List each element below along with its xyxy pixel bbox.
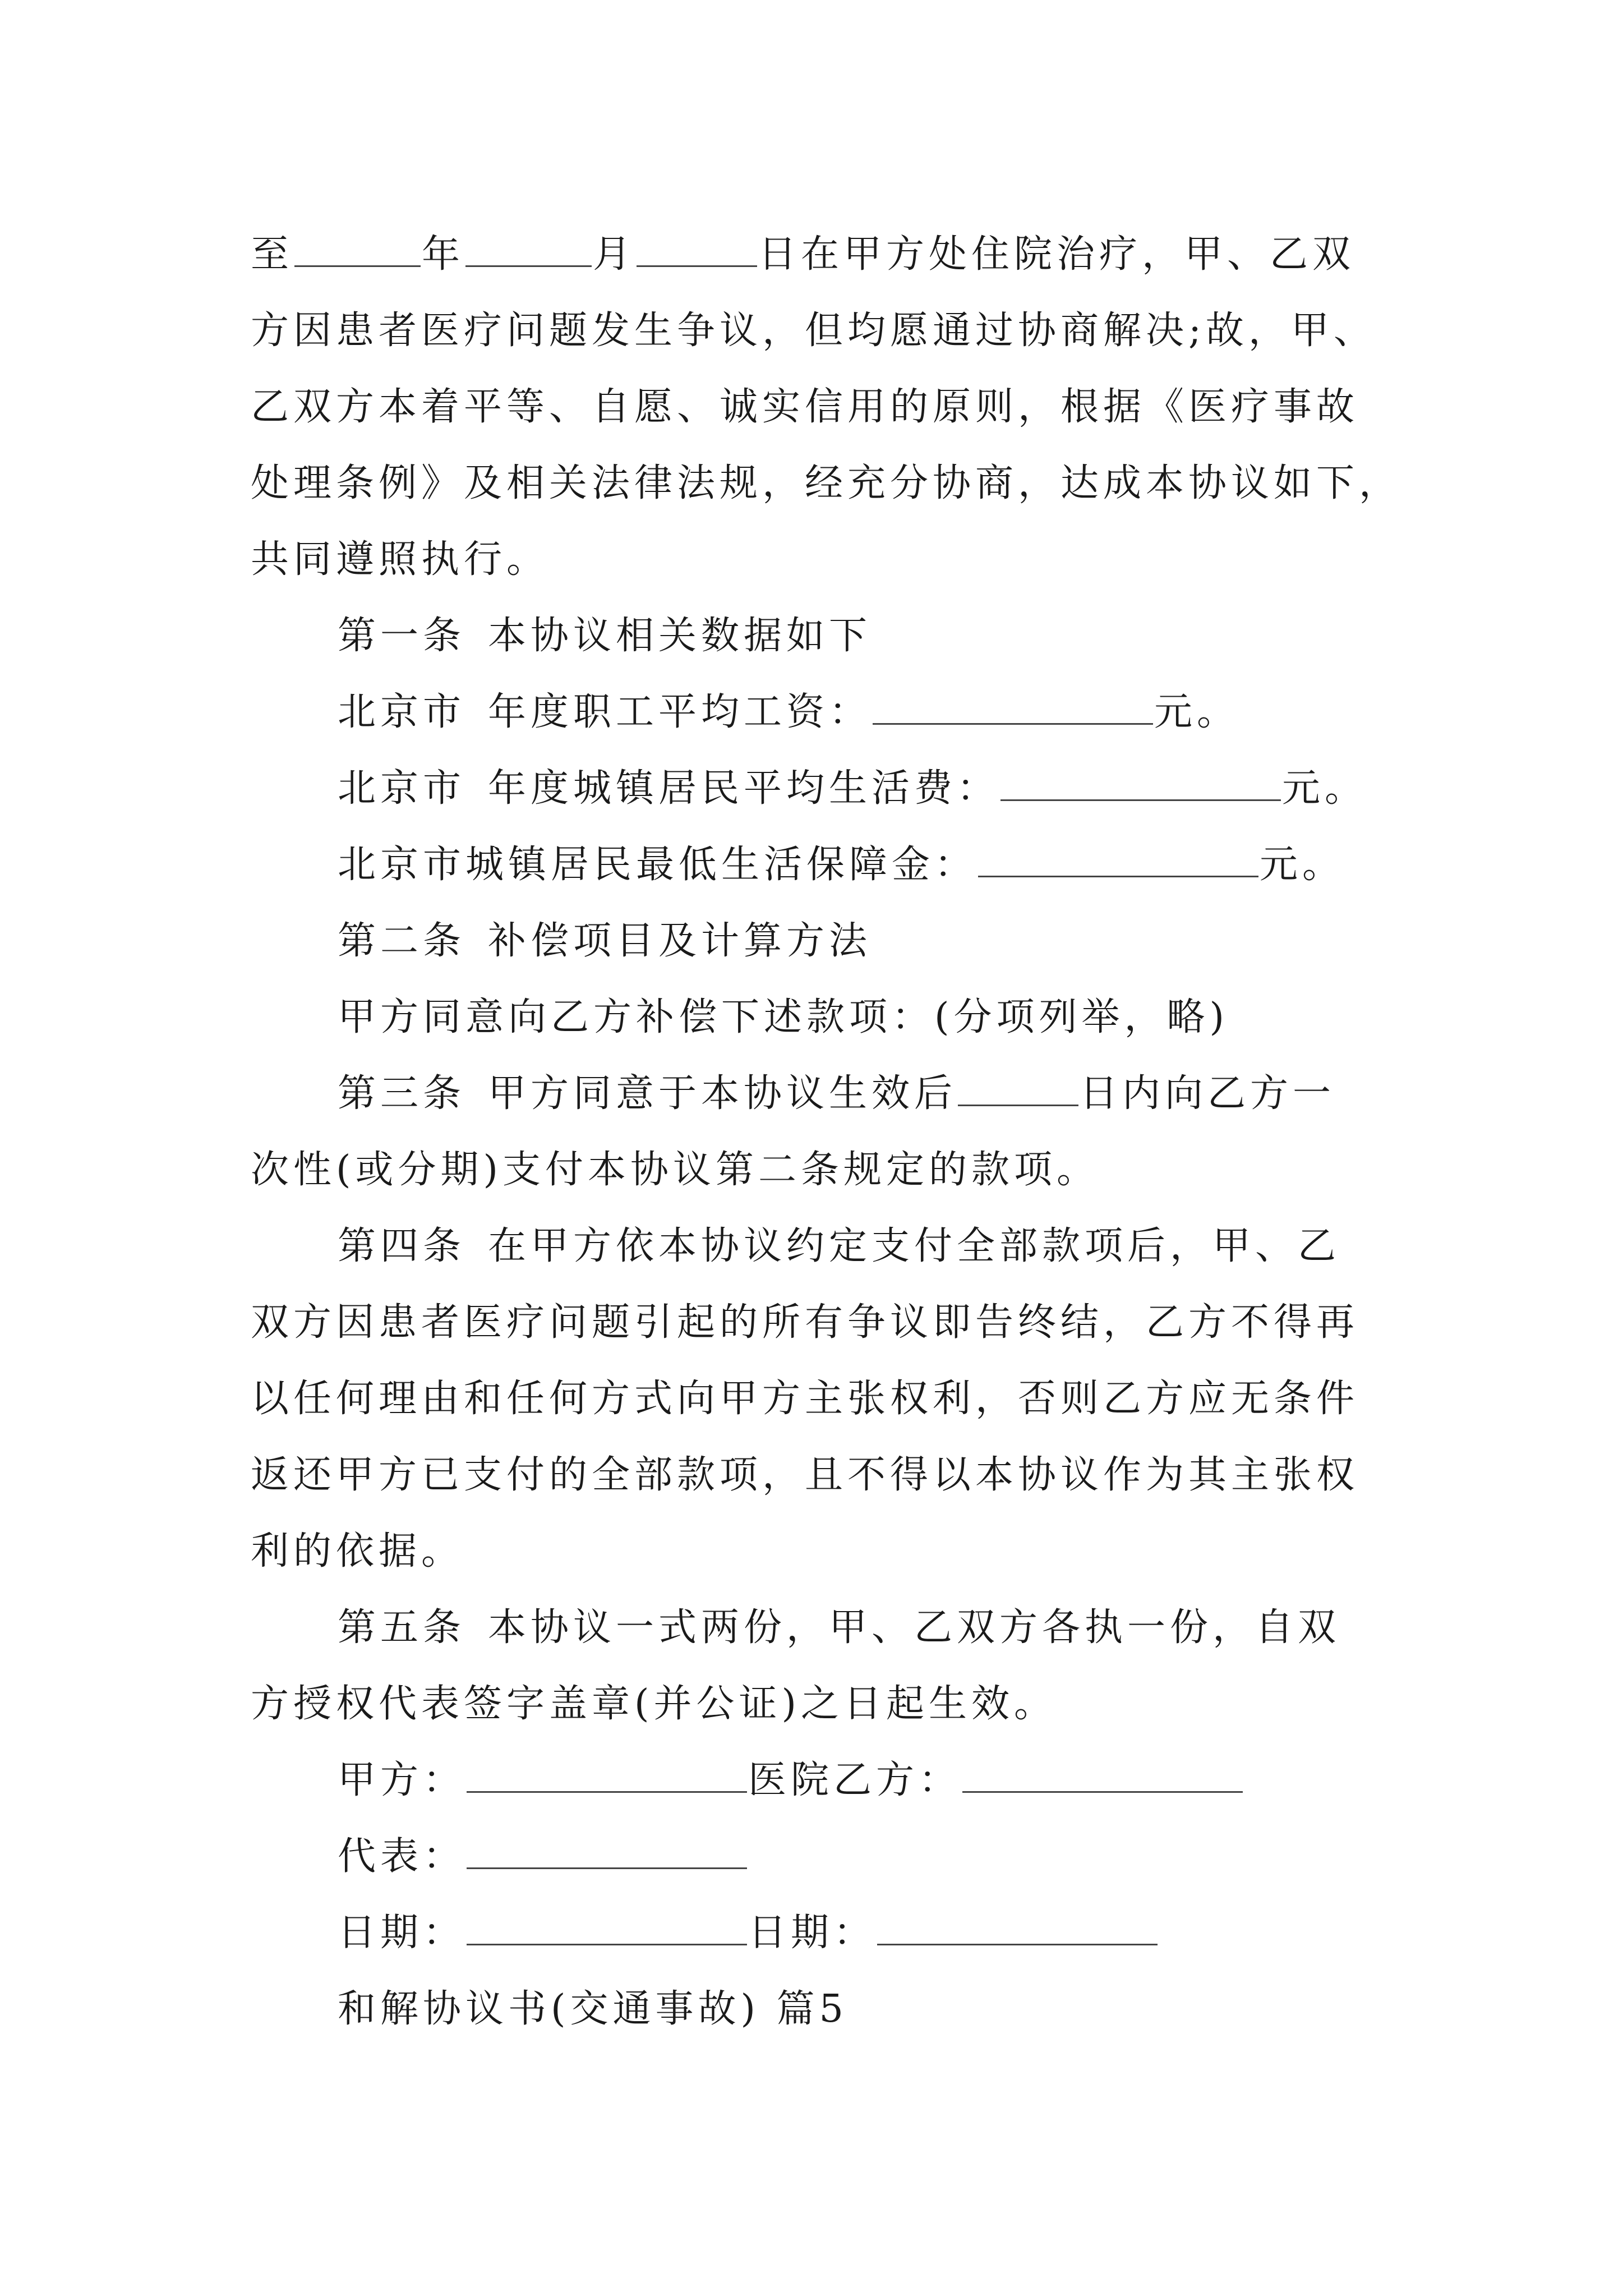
article4-line-3: 以任何理由和任何方式向甲方主张权利，否则乙方应无条件 bbox=[251, 1377, 1359, 1421]
article1-wage-line bbox=[251, 674, 1428, 751]
article4-line-4: 返还甲方已支付的全部款项，且不得以本协议作为其主张权 bbox=[251, 1453, 1359, 1497]
article4-line-2: 双方因患者医疗问题引起的所有争议即告终结，乙方不得再 bbox=[251, 1300, 1359, 1345]
living-unit: 元。 bbox=[1282, 766, 1368, 811]
living-blank bbox=[1000, 767, 1281, 801]
intro-line-5: 共同遵照执行。 bbox=[251, 537, 550, 582]
article1-living-line bbox=[251, 751, 1428, 827]
wage-city: 北京市 bbox=[338, 690, 466, 734]
article3-heading: 第三条 bbox=[338, 1071, 466, 1116]
blank-month bbox=[465, 233, 592, 267]
minimum-blank bbox=[978, 843, 1258, 877]
representative-blank bbox=[467, 1835, 747, 1869]
date-b-blank bbox=[877, 1911, 1158, 1945]
article3-line-2: 次性(或分期)支付本协议第二条规定的款项。 bbox=[251, 1148, 1100, 1192]
party-b-label: 医院乙方： bbox=[748, 1758, 962, 1802]
article4-heading: 第四条 bbox=[338, 1224, 466, 1268]
article1-title: 本协议相关数据如下 bbox=[488, 614, 872, 658]
wage-blank bbox=[873, 691, 1153, 725]
text-zhi: 至 bbox=[251, 232, 294, 277]
document-body bbox=[251, 217, 1428, 2047]
living-label: 年度城镇居民平均生活费： bbox=[488, 766, 1000, 811]
article5-text: 本协议一式两份，甲、乙双方各执一份，自双 bbox=[488, 1605, 1341, 1650]
article4-line-5: 利的依据。 bbox=[251, 1529, 464, 1573]
article1-minimum-line bbox=[251, 827, 1428, 903]
article4-line-1 bbox=[251, 1208, 1428, 1285]
article3-line-1 bbox=[251, 1056, 1428, 1132]
date-a-label: 日期： bbox=[338, 1911, 466, 1955]
intro-line-4: 处理条例》及相关法律法规，经充分协商，达成本协议如下， bbox=[251, 461, 1402, 505]
article5-line-1 bbox=[251, 1590, 1428, 1666]
intro-line-1 bbox=[251, 217, 1428, 293]
signature-representative-line bbox=[251, 1819, 1428, 1895]
article3-text-before: 甲方同意于本协议生效后 bbox=[488, 1071, 957, 1116]
article1-heading: 第一条 bbox=[338, 614, 466, 658]
party-b-blank bbox=[962, 1759, 1243, 1793]
minimum-unit: 元。 bbox=[1260, 843, 1345, 887]
date-b-label: 日期： bbox=[748, 1911, 877, 1955]
blank-day bbox=[637, 233, 757, 267]
article2-heading: 第二条 bbox=[338, 919, 466, 963]
blank-year bbox=[294, 233, 421, 267]
wage-label: 年度职工平均工资： bbox=[488, 690, 872, 734]
article5-heading: 第五条 bbox=[338, 1605, 466, 1650]
intro-line-2: 方因患者医疗问题发生争议，但均愿通过协商解决;故，甲、 bbox=[251, 309, 1376, 353]
intro-line-3: 乙双方本着平等、自愿、诚实信用的原则，根据《医疗事故 bbox=[251, 385, 1359, 429]
next-section-title: 和解协议书(交通事故) 篇5 bbox=[338, 1987, 848, 2031]
representative-label: 代表： bbox=[338, 1834, 466, 1879]
wage-unit: 元。 bbox=[1154, 690, 1240, 734]
date-a-blank bbox=[467, 1911, 747, 1945]
article3-days-blank bbox=[958, 1072, 1078, 1106]
party-a-label: 甲方： bbox=[338, 1758, 466, 1802]
minimum-label: 北京市城镇居民最低生活保障金： bbox=[338, 843, 978, 887]
text-intro-rest: 日在甲方处住院治疗，甲、乙双 bbox=[758, 232, 1355, 277]
text-year: 年 bbox=[422, 232, 465, 277]
article2-body: 甲方同意向乙方补偿下述款项：(分项列举，略) bbox=[338, 995, 1229, 1039]
article2-heading-line bbox=[251, 903, 1428, 979]
party-a-blank bbox=[467, 1759, 747, 1793]
article2-title: 补偿项目及计算方法 bbox=[488, 919, 872, 963]
signature-date-line bbox=[251, 1895, 1428, 1971]
article4-text: 在甲方依本协议约定支付全部款项后，甲、乙 bbox=[488, 1224, 1341, 1268]
article3-text-after: 日内向乙方一 bbox=[1080, 1071, 1336, 1116]
article1-heading-line bbox=[251, 598, 1428, 674]
article5-line-2: 方授权代表签字盖章(并公证)之日起生效。 bbox=[251, 1682, 1057, 1726]
living-city: 北京市 bbox=[338, 766, 466, 811]
text-month: 月 bbox=[593, 232, 636, 277]
signature-parties-line bbox=[251, 1742, 1428, 1819]
